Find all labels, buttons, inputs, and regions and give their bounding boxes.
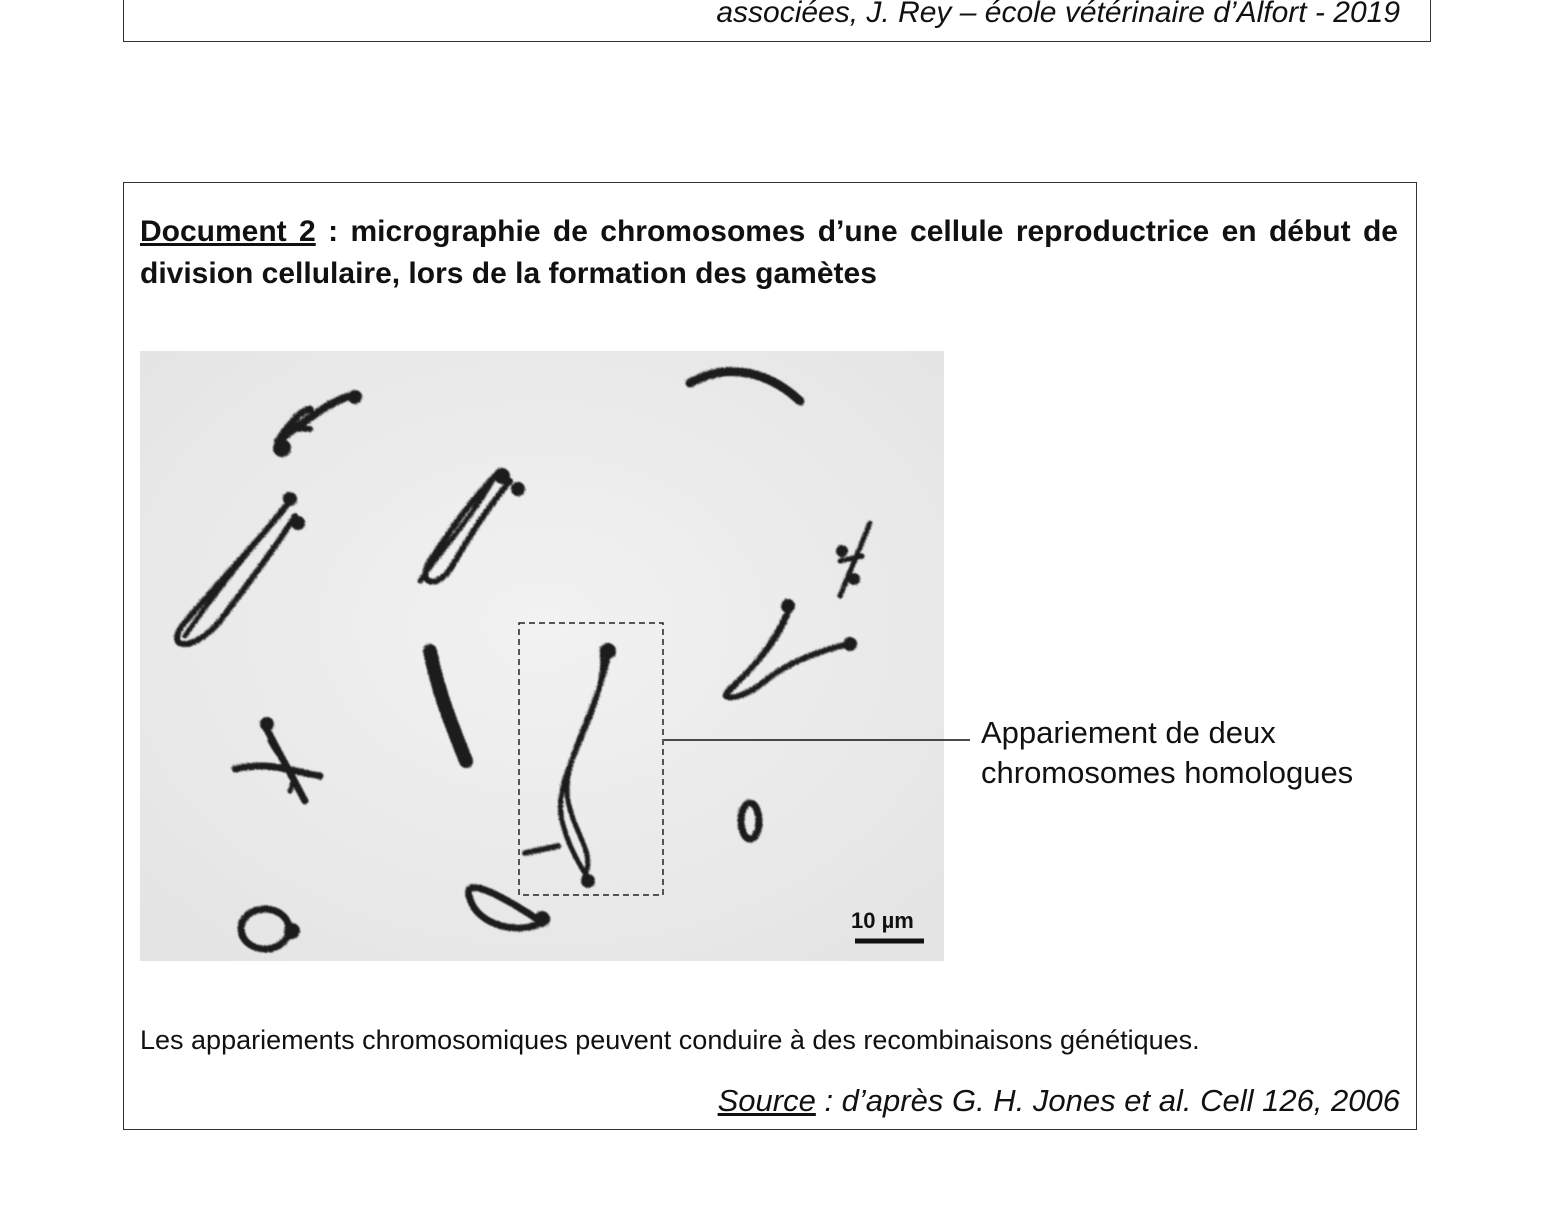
source-citation — [718, 1083, 1400, 1119]
title-text: micrographie de chromosomes d’une cellule reproductrice en début de division cellulaire, lors de la formation des gamètes — [140, 215, 1398, 290]
annotation-line-1: Appariement de deux — [981, 715, 1276, 750]
title-separator: : — [315, 215, 351, 248]
annotation-label — [981, 713, 1353, 793]
scale-bar-label: 10 µm — [851, 908, 914, 933]
document-box — [123, 182, 1417, 1130]
header-box — [123, 0, 1431, 42]
document-label: Document 2 — [140, 215, 316, 248]
annotation-line-2: chromosomes homologues — [981, 755, 1354, 790]
chromosome-micrograph — [140, 351, 944, 961]
annotation-leader-line — [664, 738, 974, 742]
source-text: : d’après G. H. Jones et al. Cell 126, 2006 — [815, 1083, 1400, 1118]
header-citation: associées, J. Rey – école vétérinaire d’Alfort - 2019 — [716, 0, 1400, 29]
source-label: Source — [717, 1083, 816, 1118]
figure-caption: Les appariements chromosomiques peuvent conduire à des recombinaisons génétiques. — [140, 1025, 1200, 1055]
document-title — [140, 211, 1398, 295]
